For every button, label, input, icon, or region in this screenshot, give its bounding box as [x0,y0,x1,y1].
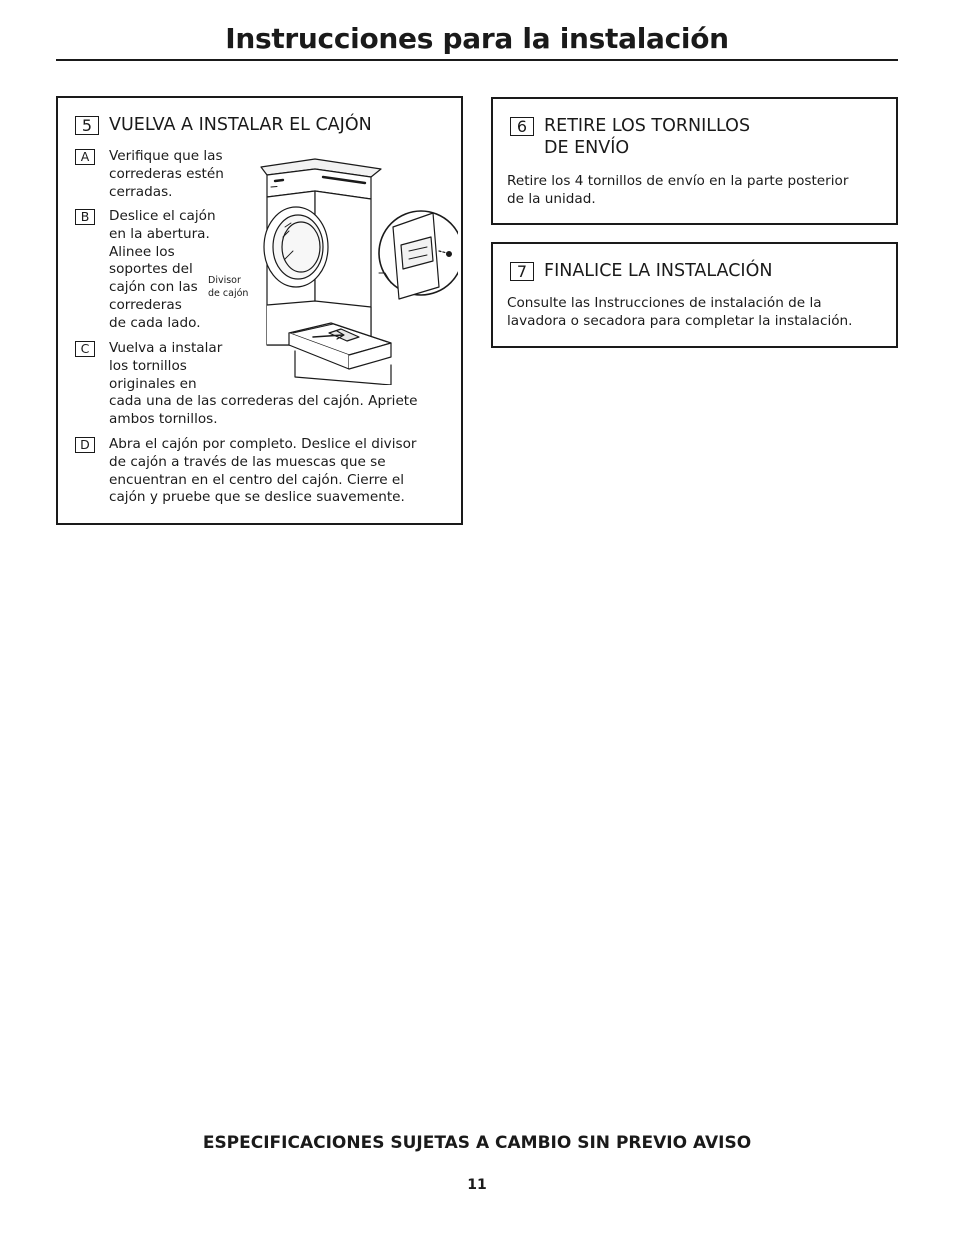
step-5-title: VUELVA A INSTALAR EL CAJÓN [109,115,372,135]
step-5-box [56,96,463,525]
page-title: Instrucciones para la instalación [225,22,729,55]
substep-c-text: Vuelva a instalar los tornillos originales en cada una de las correderas del cajón. Apriete ambos tornillos. [109,340,418,428]
title-rule [56,59,898,61]
step-7-body: Consulte las Instrucciones de instalación de la lavadora o secadora para completar la instalación. [507,295,853,329]
footer-notice: ESPECIFICACIONES SUJETAS A CAMBIO SIN PREVIO AVISO [202,1133,752,1153]
page-number: 11 [467,1177,487,1193]
substep-d-letter: D [75,437,95,453]
substep-d-text: Abra el cajón por completo. Deslice el divisor de cajón a través de las muescas que se encuentran en el centro del cajón. Cierre el cajón y pruebe que se deslice suavemente. [109,436,417,506]
step-7-box [491,242,898,348]
substep-c-letter: C [75,341,95,357]
substep-b-text: Deslice el cajón en la abertura. Alinee los soportes del cajón con las correderas de cada lado. [109,208,216,331]
pedestal-drawer-illustration [233,155,458,385]
step-7-title: FINALICE LA INSTALACIÓN [544,261,773,281]
step-6-title: RETIRE LOS TORNILLOS DE ENVÍO [544,116,751,158]
step-7-number: 7 [510,262,534,281]
step-6-box [491,97,898,225]
substep-b-letter: B [75,209,95,225]
substep-a-letter: A [75,149,95,165]
step-5-number: 5 [75,116,99,135]
step-6-body: Retire los 4 tornillos de envío en la parte posterior de la unidad. [507,173,849,207]
substep-a-text: Verifique que las correderas estén cerradas. [109,148,224,200]
step-6-number: 6 [510,117,534,136]
drawer-divider-label: Divisor de cajón [208,275,249,299]
